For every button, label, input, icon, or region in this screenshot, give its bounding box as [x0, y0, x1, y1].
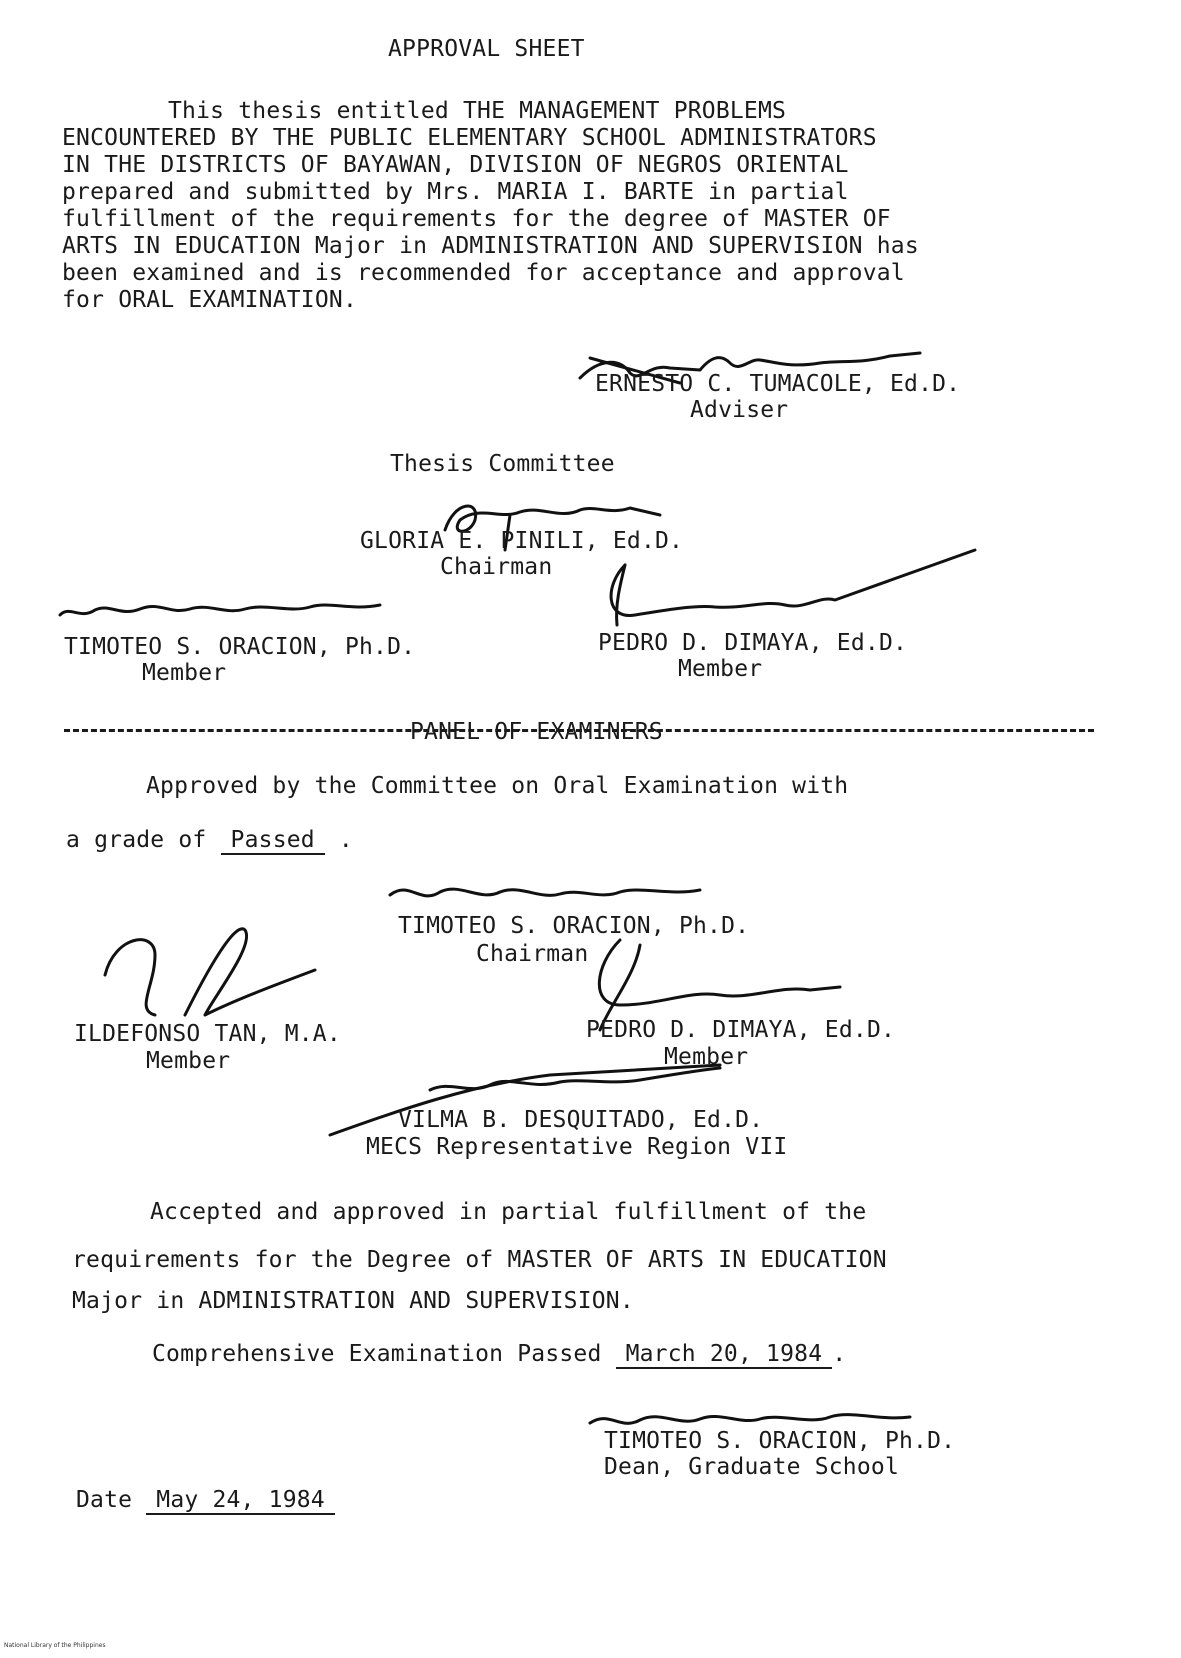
- grade-line: [66, 826, 353, 854]
- panel-heading: PANEL OF EXAMINERS: [410, 719, 663, 745]
- date-value: May 24, 1984: [146, 1487, 335, 1515]
- intro-line: prepared and submitted by Mrs. MARIA I. BARTE in partial: [62, 179, 849, 205]
- committee-chairman-role: Chairman: [440, 554, 553, 580]
- committee-member1-role: Member: [142, 660, 227, 686]
- comprehensive-line: [152, 1340, 846, 1368]
- panel-chairman-role: Chairman: [476, 941, 589, 967]
- comprehensive-date: March 20, 1984: [616, 1341, 833, 1369]
- acceptance-line2: requirements for the Degree of MASTER OF ARTS IN EDUCATION: [72, 1247, 887, 1273]
- library-footer: National Library of the Philippines: [4, 1642, 106, 1649]
- mecs-role: MECS Representative Region VII: [366, 1134, 788, 1160]
- committee-member1-signature: [50, 585, 390, 635]
- committee-heading: Thesis Committee: [390, 451, 615, 477]
- panel-member1-role: Member: [146, 1048, 231, 1074]
- panel-member1-signature: [95, 915, 325, 1025]
- comprehensive-suffix: .: [832, 1341, 847, 1367]
- panel-member2-name: PEDRO D. DIMAYA, Ed.D.: [586, 1017, 896, 1043]
- intro-line: This thesis entitled THE MANAGEMENT PROBLEMS: [168, 98, 787, 124]
- dean-name: TIMOTEO S. ORACION, Ph.D.: [604, 1428, 956, 1454]
- panel-member2-role: Member: [664, 1044, 749, 1070]
- acceptance-line1: Accepted and approved in partial fulfillment of the: [150, 1199, 867, 1225]
- comprehensive-prefix: Comprehensive Examination Passed: [152, 1341, 602, 1367]
- dean-role: Dean, Graduate School: [604, 1454, 899, 1480]
- committee-chairman-name: GLORIA E. PINILI, Ed.D.: [360, 528, 684, 554]
- grade-prefix: a grade of: [66, 827, 207, 853]
- adviser-name: ERNESTO C. TUMACOLE, Ed.D.: [595, 371, 961, 397]
- committee-member2-role: Member: [678, 656, 763, 682]
- acceptance-line3: Major in ADMINISTRATION AND SUPERVISION.: [72, 1288, 634, 1314]
- date-label: Date: [76, 1487, 133, 1513]
- intro-line: IN THE DISTRICTS OF BAYAWAN, DIVISION OF NEGROS ORIENTAL: [62, 152, 849, 178]
- committee-member1-name: TIMOTEO S. ORACION, Ph.D.: [64, 634, 416, 660]
- grade-suffix: .: [338, 827, 353, 853]
- grade-value: Passed: [221, 827, 325, 855]
- panel-approved-text: Approved by the Committee on Oral Examination with: [146, 773, 849, 799]
- committee-member2-signature: [595, 545, 995, 635]
- page-title: APPROVAL SHEET: [388, 36, 585, 62]
- intro-line: been examined and is recommended for acceptance and approval: [62, 260, 905, 286]
- intro-line: ARTS IN EDUCATION Major in ADMINISTRATION AND SUPERVISION has: [62, 233, 919, 259]
- panel-chairman-name: TIMOTEO S. ORACION, Ph.D.: [398, 913, 750, 939]
- adviser-role: Adviser: [690, 397, 789, 423]
- intro-line: fulfillment of the requirements for the degree of MASTER OF: [62, 206, 891, 232]
- intro-line: for ORAL EXAMINATION.: [62, 287, 357, 313]
- panel-member1-name: ILDEFONSO TAN, M.A.: [74, 1021, 341, 1047]
- mecs-name: VILMA B. DESQUITADO, Ed.D.: [398, 1107, 764, 1133]
- date-line: [76, 1486, 335, 1514]
- committee-member2-name: PEDRO D. DIMAYA, Ed.D.: [598, 630, 908, 656]
- intro-line: ENCOUNTERED BY THE PUBLIC ELEMENTARY SCHOOL ADMINISTRATORS: [62, 125, 877, 151]
